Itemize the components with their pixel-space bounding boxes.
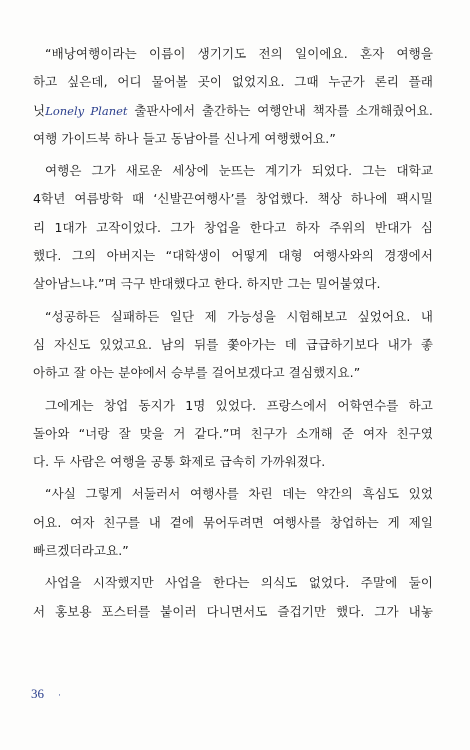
- text-line: 했다. 그의 아버지는 “대학생이 어떻게 대형 여행사와의 경쟁에서: [33, 248, 433, 264]
- text-fragment: 출판사에서 출간하는 여행안내 책자를 소개해줬어요.: [127, 102, 433, 118]
- brand-name-lonely-planet: Lonely Planet: [45, 103, 128, 118]
- paragraph-5: [33, 480, 433, 565]
- body-text: [33, 40, 433, 626]
- text-line: “성공하든 실패하든 일단 제 가능성을 시험해보고 싶었어요. 내: [45, 308, 433, 324]
- text-line: 하고 싶은데, 어디 물어볼 곳이 없었지요. 그때 누군가 론리 플래: [33, 74, 433, 90]
- text-line: 심 자신도 있었고요. 남의 뒤를 쫓아가는 데 급급하기보다 내가 좋: [33, 336, 433, 352]
- text-line: 아하고 잘 아는 분야에서 승부를 걸어보겠다고 결심했지요.”: [33, 365, 361, 381]
- text-line: 빠르겠더라고요.”: [33, 543, 129, 559]
- text-line: “사실 그렇게 서둘러서 여행사를 차린 데는 약간의 흑심도 있었: [45, 486, 433, 502]
- text-line: 4학년 여름방학 때 ‘신발끈여행사’를 창업했다. 책상 하나에 팩시밀: [33, 191, 433, 207]
- paragraph-4: [33, 392, 433, 477]
- page-number: 36: [31, 686, 44, 701]
- text-line: “배낭여행이라는 이름이 생기기도 전의 일이에요. 혼자 여행을: [45, 46, 433, 61]
- text-line: 돌아와 “너랑 잘 맞을 거 같다.”며 친구가 소개해 준 여자 친구였: [33, 425, 433, 441]
- paragraph-3: [33, 303, 433, 388]
- text-line: 살아남느냐.”며 극구 반대했다고 한다. 하지만 그는 밀어붙였다.: [33, 276, 381, 292]
- page-number-dot: ·: [58, 690, 61, 700]
- paragraph-1: [33, 40, 433, 153]
- paragraph-6: [33, 569, 433, 626]
- text-line: 그에게는 창업 동지가 1명 있었다. 프랑스에서 어학연수를 하고: [45, 397, 433, 413]
- text-line: 리 1대가 고작이었다. 그가 창업을 한다고 하자 주위의 반대가 심: [33, 219, 433, 235]
- text-line: 다. 두 사람은 여행을 공통 화제로 급속히 가까워졌다.: [33, 454, 326, 470]
- text-line: 사업을 시작했지만 사업을 한다는 의식도 없었다. 주말에 둘이: [45, 575, 433, 591]
- text-line: 서 홍보용 포스터를 붙이러 다니면서도 즐겁기만 했다. 그가 내놓: [33, 603, 433, 619]
- paragraph-2: [33, 157, 433, 298]
- text-line: 여행은 그가 새로운 세상에 눈뜨는 계기가 되었다. 그는 대학교: [45, 163, 433, 179]
- text-fragment: 닛: [33, 102, 46, 118]
- text-line-with-brand: [33, 97, 433, 125]
- text-line: 어요. 여자 친구를 내 곁에 묶어두려면 여행사를 창업하는 게 제일: [33, 514, 433, 530]
- text-line: 여행 가이드북 하나 들고 동남아를 신나게 여행했어요.”: [33, 130, 336, 146]
